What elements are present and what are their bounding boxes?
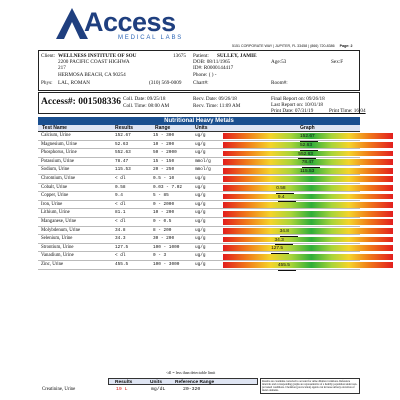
table-row bbox=[38, 252, 360, 261]
table-row bbox=[38, 235, 360, 244]
client-name: WELLNESS INSTITUTE OF SOU bbox=[58, 53, 137, 59]
test-name: Vanadium, Urine bbox=[41, 253, 74, 259]
result-value: < dl bbox=[115, 176, 126, 181]
test-name: Sodium, Urine bbox=[41, 167, 70, 173]
client-patient-box bbox=[38, 50, 360, 91]
result-value: < dl bbox=[115, 253, 126, 259]
table-row bbox=[38, 158, 360, 167]
result-value: 9.4 bbox=[115, 193, 123, 199]
reference-range: 100 - 3000 bbox=[153, 262, 180, 267]
print-time: Print Time: 16:04 bbox=[329, 108, 366, 114]
range-graph-bar bbox=[223, 211, 393, 217]
reference-range: 15 - 150 bbox=[153, 158, 175, 164]
reference-range: 0.5 - 10 bbox=[153, 176, 175, 181]
reference-range: 8 - 200 bbox=[153, 227, 172, 233]
patient-dob: DOB: 08/11/1965 bbox=[193, 59, 231, 65]
received-time: Recv. Time: 11:09 AM bbox=[193, 103, 241, 109]
result-units: mmol/g bbox=[195, 158, 211, 164]
graph-marker: 34.8 bbox=[280, 228, 289, 237]
result-value: 34.8 bbox=[115, 227, 126, 233]
test-name: Molybdenum, Urine bbox=[41, 227, 81, 233]
physician-name: LAL, ROMAN bbox=[58, 80, 90, 86]
detection-limit-note: <dl = less than detectable limit bbox=[166, 370, 216, 375]
client-code: 13675 bbox=[173, 53, 186, 59]
graph-marker: 455.5 bbox=[278, 262, 290, 271]
table-row bbox=[38, 184, 360, 193]
creatinine-note: Results are creatinine corrected to account for urine dilution variations. Reference intervals and corresponding graphs are representative of a healthy population under non-provoked conditions. Chelation (provocation) agents can increase urinary excretion of metal elements. bbox=[260, 378, 360, 394]
header-graph: Graph bbox=[300, 125, 315, 131]
result-units: ug/g bbox=[195, 236, 206, 242]
test-name: Copper, Urine bbox=[41, 193, 69, 199]
table-row bbox=[38, 166, 360, 175]
range-graph-bar bbox=[223, 219, 393, 225]
test-name: Manganese, Urine bbox=[41, 219, 77, 224]
reference-range: 5 - 85 bbox=[153, 193, 169, 199]
test-name: Selenium, Urine bbox=[41, 236, 73, 242]
range-graph-bar bbox=[223, 202, 393, 208]
creatinine-table bbox=[38, 378, 360, 398]
result-units: ug/g bbox=[195, 219, 206, 224]
reference-range: 0.03 - 7.02 bbox=[153, 184, 182, 190]
page-number: Page: 2 bbox=[339, 44, 353, 48]
client-street1: 2200 PACIFIC COAST HIGHWA bbox=[58, 59, 130, 65]
reference-range: 50 - 2000 bbox=[153, 150, 177, 156]
client-street2: 217 bbox=[58, 65, 66, 71]
graph-marker: 115.53 bbox=[300, 168, 314, 177]
reference-range: 20 - 250 bbox=[153, 167, 175, 173]
collection-time: Coll. Time: 08:00 AM bbox=[123, 103, 170, 109]
result-value: 455.5 bbox=[115, 262, 129, 267]
range-graph-bar bbox=[223, 142, 393, 148]
result-value: 115.53 bbox=[115, 167, 131, 173]
creatinine-header-results: Results bbox=[115, 380, 133, 385]
test-name: Chromium, Urine bbox=[41, 176, 76, 181]
result-value: < dl bbox=[115, 219, 126, 224]
range-graph-bar bbox=[223, 228, 393, 234]
table-row bbox=[38, 218, 360, 227]
final-report-date: Final Report on: 09/26/18 bbox=[271, 96, 325, 102]
patient-room: Room#: bbox=[271, 80, 288, 86]
range-graph-bar bbox=[223, 237, 393, 243]
result-value: < dl bbox=[115, 201, 126, 207]
range-graph-bar bbox=[223, 133, 393, 139]
accession-number: Access#: 001508336 bbox=[41, 97, 121, 107]
logo-tagline: MEDICAL LABS bbox=[118, 35, 184, 41]
logo-wordmark: Access bbox=[84, 7, 176, 37]
table-row bbox=[38, 209, 360, 218]
result-units: ug/g bbox=[195, 253, 206, 259]
reference-range: 0 - 3 bbox=[153, 253, 167, 259]
table-row bbox=[38, 227, 360, 236]
test-name: Magnesium, Urine bbox=[41, 141, 77, 147]
result-units: ug/g bbox=[195, 262, 206, 267]
reference-range: 0 - 2000 bbox=[153, 201, 175, 207]
table-row bbox=[38, 132, 360, 141]
reference-range: 15 - 300 bbox=[153, 133, 175, 138]
result-value: 81.1 bbox=[115, 210, 126, 216]
table-row bbox=[38, 244, 360, 253]
result-units: ug/g bbox=[195, 176, 206, 181]
range-graph-bar bbox=[223, 254, 393, 260]
result-units: mmol/g bbox=[195, 167, 211, 173]
table-row bbox=[38, 175, 360, 184]
range-graph-bar bbox=[223, 176, 393, 182]
result-units: ug/g bbox=[195, 227, 206, 233]
test-name: Zinc, Urine bbox=[41, 262, 64, 267]
reference-range: 30 - 200 bbox=[153, 236, 175, 242]
client-city: HERMOSA BEACH, CA 90254 bbox=[58, 72, 126, 78]
result-units: ug/g bbox=[195, 244, 206, 250]
result-units: ug/g bbox=[195, 150, 206, 156]
creatinine-result: 19 L bbox=[116, 387, 128, 392]
test-name: Calcium, Urine bbox=[41, 133, 71, 138]
result-value: 152.67 bbox=[115, 133, 131, 138]
header-units: Units bbox=[195, 125, 208, 131]
graph-marker: 552.63 bbox=[298, 151, 313, 160]
result-value: 0.58 bbox=[115, 184, 126, 190]
range-graph-bar bbox=[223, 194, 393, 200]
access-logo bbox=[54, 6, 194, 42]
creatinine-name: Creatinine, Urine bbox=[42, 387, 76, 392]
reference-range: 100 - 1000 bbox=[153, 244, 180, 250]
table-row bbox=[38, 149, 360, 158]
result-value: 78.47 bbox=[115, 158, 129, 164]
creatinine-header-range: Reference Range bbox=[175, 380, 215, 385]
table-row bbox=[38, 201, 360, 210]
test-name: Strontium, Urine bbox=[41, 244, 74, 250]
patient-sex: Sex:F bbox=[331, 59, 344, 65]
print-date: Print Date: 07/31/19 bbox=[271, 108, 314, 114]
test-name: Lithium, Urine bbox=[41, 210, 70, 216]
creatinine-units: mg/dL bbox=[151, 387, 166, 392]
patient-id: ID#: R0000144417 bbox=[193, 65, 234, 71]
table-row bbox=[38, 261, 360, 270]
creatinine-header-units: Units bbox=[150, 380, 162, 385]
reference-range: 10 - 200 bbox=[153, 141, 175, 147]
result-value: 34.3 bbox=[115, 236, 126, 242]
client-phone: (310) 569-0009 bbox=[149, 80, 182, 86]
result-value: 52.63 bbox=[115, 141, 129, 147]
result-value: 127.5 bbox=[115, 244, 129, 250]
last-report-date: Last Report on: 10/01/18 bbox=[271, 102, 324, 108]
panel-title: Nutritional Heavy Metals bbox=[38, 117, 360, 125]
table-header bbox=[38, 125, 360, 132]
patient-age: Age:53 bbox=[271, 59, 287, 65]
range-graph-bar bbox=[223, 168, 393, 174]
table-row bbox=[38, 192, 360, 201]
header-results: Results bbox=[115, 125, 134, 131]
header-range: Range bbox=[155, 125, 171, 131]
result-units: ug/g bbox=[195, 193, 206, 199]
creatinine-range: 20-320 bbox=[183, 387, 201, 392]
result-units: ug/g bbox=[195, 184, 206, 190]
range-graph-bar bbox=[223, 151, 393, 157]
range-graph-bar bbox=[223, 245, 393, 251]
collection-date: Coll. Date: 09/25/18 bbox=[123, 96, 166, 102]
patient-phone: Phone: ( ) - bbox=[193, 72, 217, 78]
creatinine-header bbox=[108, 378, 258, 385]
result-units: ug/g bbox=[195, 133, 206, 138]
range-graph-bar bbox=[223, 185, 393, 191]
range-graph-bar bbox=[223, 159, 393, 165]
table-row bbox=[38, 141, 360, 150]
graph-marker: 127.5 bbox=[271, 245, 283, 254]
client-label: Client: bbox=[41, 53, 56, 59]
graph-marker: 9.4 bbox=[278, 194, 285, 203]
physician-label: Phys: bbox=[41, 80, 53, 86]
test-name: Iron, Urine bbox=[41, 201, 63, 207]
graph-marker: 78.47 bbox=[302, 159, 314, 168]
graph-marker: 0.58 bbox=[276, 185, 285, 194]
result-units: ug/g bbox=[195, 201, 206, 207]
range-graph-bar bbox=[223, 262, 393, 268]
graph-marker: 52.63 bbox=[300, 142, 312, 151]
result-units: ug/g bbox=[195, 141, 206, 147]
result-units: ug/g bbox=[195, 210, 206, 216]
lab-address: 5151 CORPORATE WAY | JUPITER, FL 33458 | (866) 720-8386 Page: 2 bbox=[232, 44, 353, 48]
creatinine-row bbox=[38, 386, 260, 394]
reference-range: 0 - 0.5 bbox=[153, 219, 172, 224]
patient-name: SULLEY, JAMIE bbox=[217, 53, 257, 59]
patient-label: Patient: bbox=[193, 53, 209, 59]
test-name: Potassium, Urine bbox=[41, 158, 75, 164]
reference-range: 10 - 200 bbox=[153, 210, 175, 216]
graph-marker: 34.3 bbox=[275, 237, 284, 246]
header-test-name: Test Name bbox=[42, 125, 67, 131]
result-value: 552.63 bbox=[115, 150, 131, 156]
graph-marker: 152.67 bbox=[300, 133, 315, 142]
patient-chart: Chart#: bbox=[193, 80, 209, 86]
test-name: Cobalt, Urine bbox=[41, 184, 68, 190]
received-date: Recv. Date: 09/26/18 bbox=[193, 96, 237, 102]
test-name: Phosphorus, Urine bbox=[41, 150, 77, 156]
